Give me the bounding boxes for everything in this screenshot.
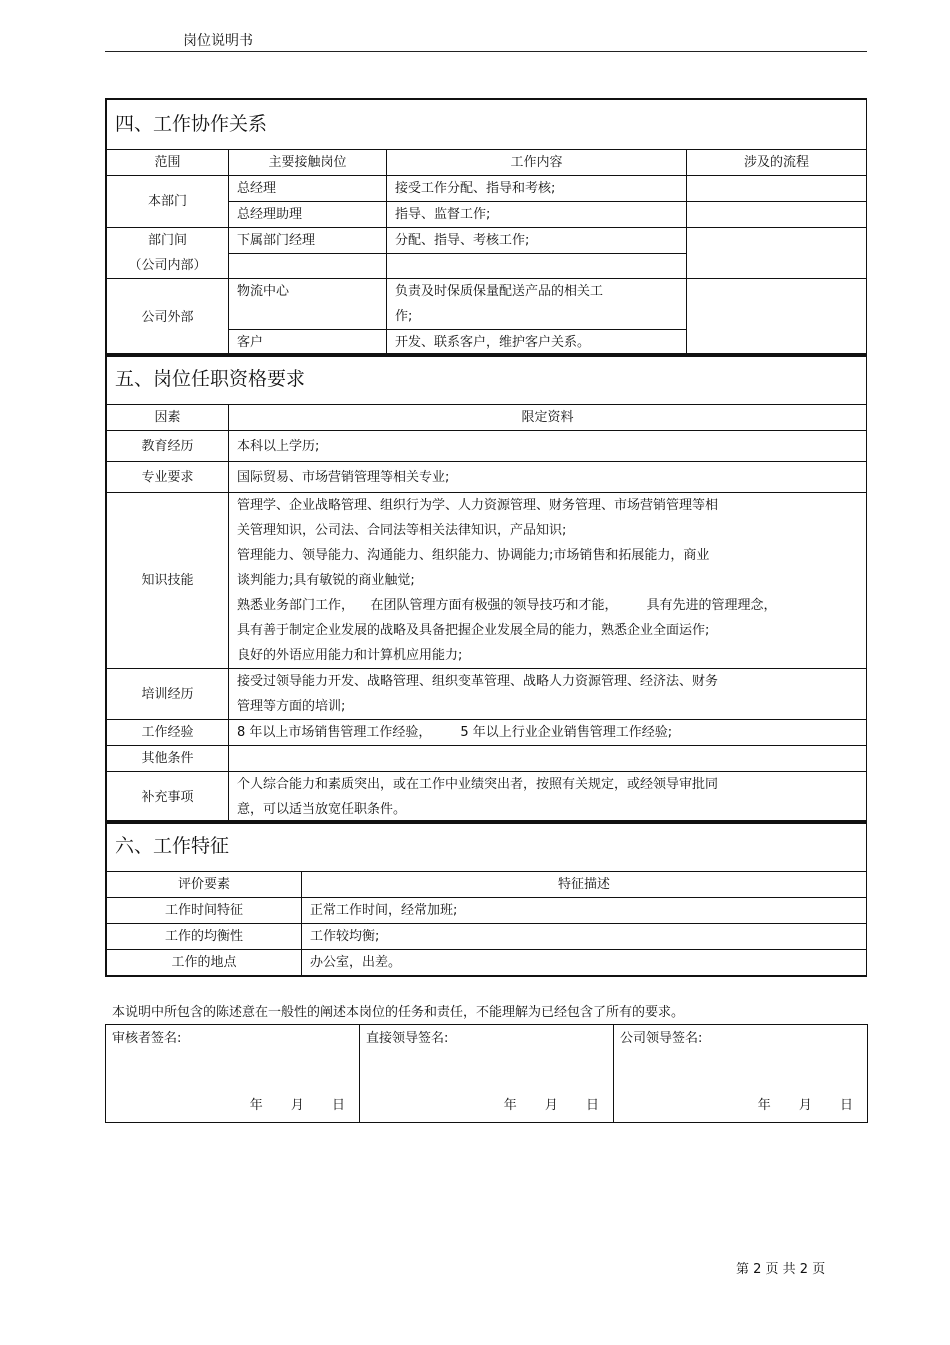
requirement-cell: 本科以上学历; <box>229 431 867 462</box>
content-cell: 分配、指导、考核工作; <box>387 228 687 254</box>
column-header: 限定资料 <box>229 405 867 431</box>
signature-label: 直接领导签名: <box>366 1031 449 1046</box>
requirement-line: 良好的外语应用能力和计算机应用能力; <box>237 648 463 663</box>
page-number: 第 2 页 共 2 页 <box>736 1262 826 1277</box>
header-divider <box>105 51 867 52</box>
content-cell: 指导、监督工作; <box>387 202 687 228</box>
requirement-line: 谈判能力;具有敏锐的商业触觉; <box>237 573 415 588</box>
column-header: 特征描述 <box>302 872 867 898</box>
column-header: 涉及的流程 <box>687 150 867 176</box>
content-cell <box>387 279 687 330</box>
signature-date: 年 月 日 <box>757 1098 853 1113</box>
factor-cell: 工作经验 <box>107 720 229 746</box>
factor-cell: 工作时间特征 <box>107 898 302 924</box>
section-title: 四、工作协作关系 <box>107 100 867 150</box>
requirement-cell <box>229 493 867 669</box>
scope-cell: 公司外部 <box>107 279 229 356</box>
requirement-line: 管理等方面的培训; <box>237 699 346 714</box>
content-cell <box>387 254 687 279</box>
company-leader-signature-field[interactable] <box>614 1025 868 1123</box>
process-cell <box>687 228 867 279</box>
requirement-cell <box>229 669 867 720</box>
content-line: 负责及时保质保量配送产品的相关工 <box>395 284 604 299</box>
factor-cell: 其他条件 <box>107 746 229 772</box>
column-header: 范围 <box>107 150 229 176</box>
disclaimer-note: 本说明中所包含的陈述意在一般性的阐述本岗位的任务和责任，不能理解为已经包含了所有的要求。 <box>112 1005 685 1020</box>
post-cell: 客户 <box>229 330 387 356</box>
requirement-line: 接受过领导能力开发、战略管理、组织变革管理、战略人力资源管理、经济法、财务 <box>237 674 719 689</box>
requirement-cell: 8 年以上市场销售管理工作经验， 5 年以上行业企业销售管理工作经验; <box>229 720 867 746</box>
factor-cell: 补充事项 <box>107 772 229 823</box>
scope-sublabel: （公司内部） <box>128 258 207 273</box>
process-cell <box>687 279 867 356</box>
requirement-line: 意，可以适当放宽任职条件。 <box>237 802 407 817</box>
column-header: 因素 <box>107 405 229 431</box>
reviewer-signature-field[interactable] <box>106 1025 360 1123</box>
section-title: 五、岗位任职资格要求 <box>107 355 867 405</box>
factor-cell: 工作的地点 <box>107 950 302 976</box>
scope-cell: 本部门 <box>107 176 229 228</box>
content-cell: 开发、联系客户，维护客户关系。 <box>387 330 687 356</box>
section-job-characteristics <box>105 820 867 977</box>
factor-cell: 教育经历 <box>107 431 229 462</box>
signature-label: 公司领导签名: <box>620 1031 703 1046</box>
requirement-line: 个人综合能力和素质突出，或在工作中业绩突出者，按照有关规定，或经领导审批同 <box>237 777 719 792</box>
direct-leader-signature-field[interactable] <box>360 1025 614 1123</box>
column-header: 评价要素 <box>107 872 302 898</box>
description-cell: 工作较均衡; <box>302 924 867 950</box>
column-header: 主要接触岗位 <box>229 150 387 176</box>
signature-block <box>105 1024 867 1123</box>
requirement-line: 管理能力、领导能力、沟通能力、组织能力、协调能力;市场销售和拓展能力，商业 <box>237 548 710 563</box>
post-cell: 下属部门经理 <box>229 228 387 254</box>
requirement-cell: 国际贸易、市场营销管理等相关专业; <box>229 462 867 493</box>
post-cell: 总经理 <box>229 176 387 202</box>
factor-cell: 知识技能 <box>107 493 229 669</box>
content-line: 作; <box>395 309 413 324</box>
column-header: 工作内容 <box>387 150 687 176</box>
factor-cell: 培训经历 <box>107 669 229 720</box>
scope-label: 部门间 <box>147 233 187 248</box>
description-cell: 办公室，出差。 <box>302 950 867 976</box>
section-qualifications <box>105 353 867 824</box>
requirement-line: 管理学、企业战略管理、组织行为学、人力资源管理、财务管理、市场营销管理等相 <box>237 498 719 513</box>
factor-cell: 专业要求 <box>107 462 229 493</box>
post-cell: 总经理助理 <box>229 202 387 228</box>
post-cell: 物流中心 <box>229 279 387 330</box>
section-collaboration <box>105 98 867 357</box>
signature-date: 年 月 日 <box>503 1098 599 1113</box>
description-cell: 正常工作时间，经常加班; <box>302 898 867 924</box>
scope-cell <box>107 228 229 279</box>
process-cell <box>687 176 867 202</box>
requirement-line: 熟悉业务部门工作， 在团队管理方面有极强的领导技巧和才能， 具有先进的管理理念， <box>237 598 777 613</box>
signature-date: 年 月 日 <box>249 1098 345 1113</box>
document-header-title: 岗位说明书 <box>183 33 253 49</box>
requirement-cell <box>229 746 867 772</box>
requirement-line: 具有善于制定企业发展的战略及具备把握企业发展全局的能力，熟悉企业全面运作; <box>237 623 710 638</box>
requirement-cell <box>229 772 867 823</box>
signature-label: 审核者签名: <box>112 1031 182 1046</box>
factor-cell: 工作的均衡性 <box>107 924 302 950</box>
section-title: 六、工作特征 <box>107 822 867 872</box>
post-cell <box>229 254 387 279</box>
process-cell <box>687 202 867 228</box>
requirement-line: 关管理知识，公司法、合同法等相关法律知识，产品知识; <box>237 523 567 538</box>
content-cell: 接受工作分配、指导和考核; <box>387 176 687 202</box>
